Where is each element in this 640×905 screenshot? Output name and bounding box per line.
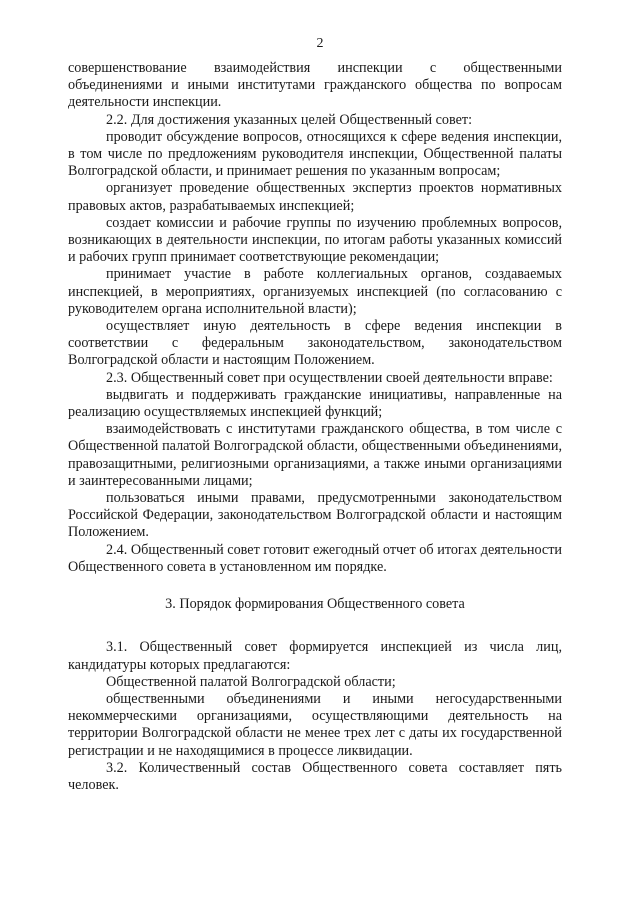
clause-3-2: 3.2. Количественный состав Общественного совета составляет пять человек. (68, 759, 562, 793)
list-item: проводит обсуждение вопросов, относящихся к сфере ведения инспекции, в том числе по предложениям руководителя инспекции, Общественной палаты Волгоградской области, и принимает решения по указанным вопросам; (68, 128, 562, 180)
paragraph: совершенствование взаимодействия инспекции с общественными объединениями и иными институтами гражданского общества по вопросам деятельности инспекции. (68, 60, 562, 111)
clause-3-1: 3.1. Общественный совет формируется инспекцией из числа лиц, кандидатуры которых предлагаются: (68, 639, 562, 673)
document-body (68, 60, 562, 794)
clause-2-3: 2.3. Общественный совет при осуществлении своей деятельности вправе: (106, 369, 553, 386)
list-item: выдвигать и поддерживать гражданские инициативы, направленные на реализацию осуществляемых инспекцией функций; (68, 386, 562, 421)
list-item: принимает участие в работе коллегиальных органов, создаваемых инспекцией, в мероприятиях, организуемых инспекцией (по согласованию с руководителем органа исполнительной власти); (68, 266, 562, 317)
clause-2-4: 2.4. Общественный совет готовит ежегодный отчет об итогах деятельности Общественного совета в установленном им порядке. (68, 541, 562, 575)
list-item: взаимодействовать с институтами гражданского общества, в том числе с Общественной палатой Волгоградской области, общественными объединениями, правозащитными, религиозными организациями, а также иными организациями и заинтересованными лицами; (68, 421, 562, 489)
list-item: общественными объединениями и иными негосударственными некоммерческими организациями, осуществляющими деятельность на территории Волгоградской области не менее трех лет с даты их государственной регистрации и не находящимися в процессе ликвидации. (68, 690, 562, 759)
list-item: пользоваться иными правами, предусмотренными законодательством Российской Федерации, законодательством Волгоградской области и настоящим Положением. (68, 490, 562, 541)
clause-2-2: 2.2. Для достижения указанных целей Общественный совет: (106, 111, 473, 128)
section-heading: 3. Порядок формирования Общественного совета (165, 596, 465, 613)
list-item: осуществляет иную деятельность в сфере ведения инспекции в соответствии с федеральным законодательством, законодательством Волгоградской области и настоящим Положением. (68, 318, 562, 369)
list-item: создает комиссии и рабочие группы по изучению проблемных вопросов, возникающих в деятельности инспекции, по итогам работы указанных комиссий и рабочих групп принимает соответствующие рекомендации; (68, 214, 562, 266)
page-number: 2 (316, 36, 324, 51)
list-item: Общественной палатой Волгоградской области; (106, 673, 396, 690)
list-item: организует проведение общественных экспертиз проектов нормативных правовых актов, разрабатываемых инспекцией; (68, 180, 562, 214)
